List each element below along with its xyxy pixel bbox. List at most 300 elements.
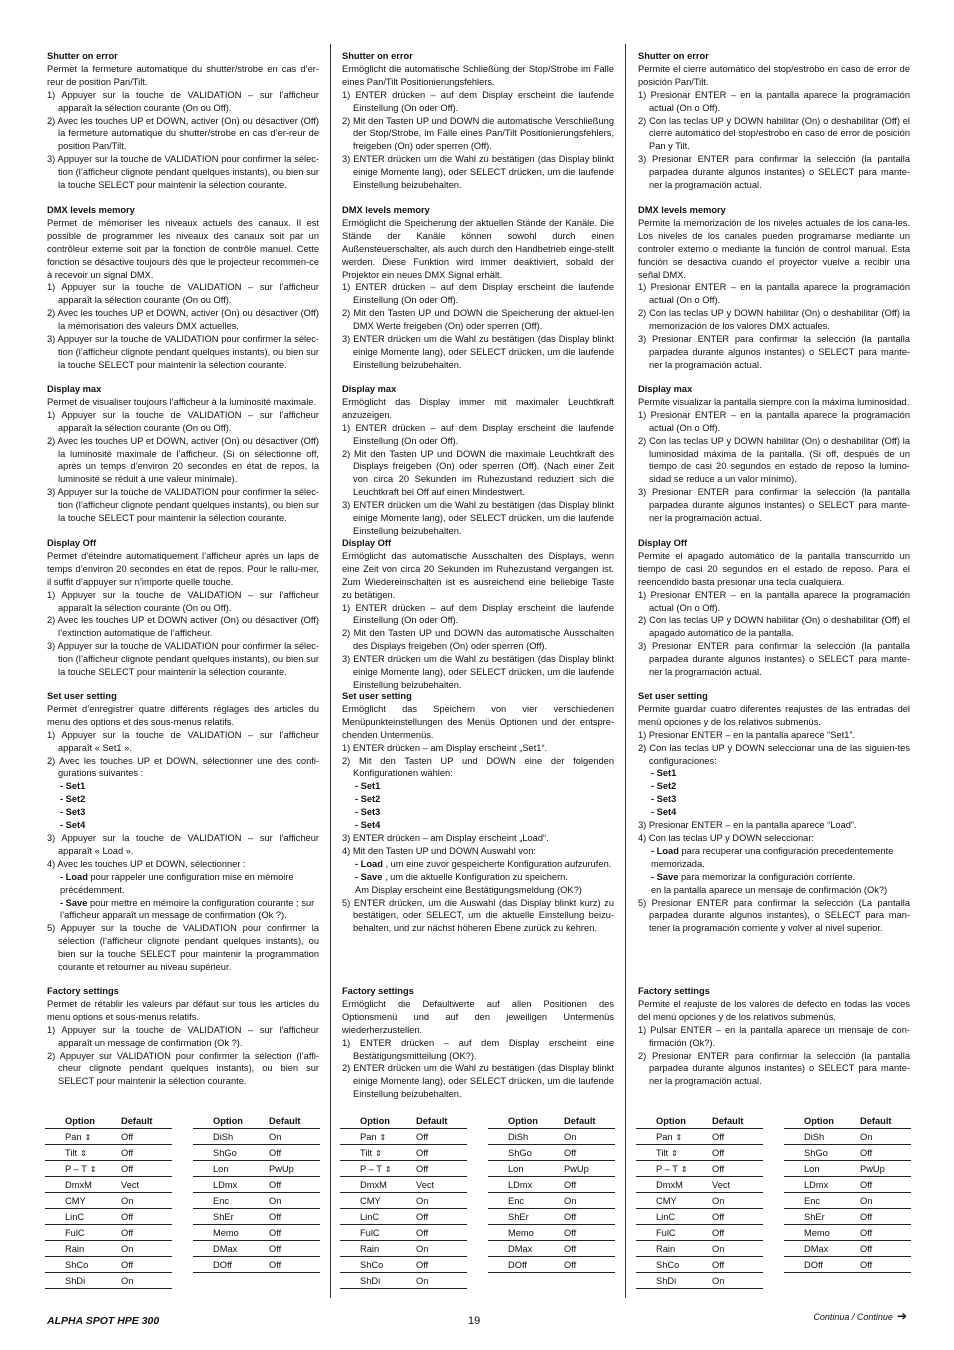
section-dmx <box>47 204 319 372</box>
step: 3) Presionar ENTER para confirmar la selección (la pantalla parpadea durante algunos instantes) o SELECT para mante-ner la programación actual. <box>638 334 910 370</box>
set-label: - Set2 <box>355 794 381 805</box>
header-option: Option <box>488 1114 545 1129</box>
section-title: DMX levels memory <box>638 205 726 215</box>
option-label: ShEr <box>213 1211 234 1222</box>
option-default: On <box>397 1273 467 1289</box>
option-label: LDmx <box>213 1179 238 1190</box>
option-label: Lon <box>508 1163 524 1174</box>
option-label: ShCo <box>656 1259 680 1270</box>
option-default: Off <box>693 1145 763 1161</box>
load-option <box>342 858 614 871</box>
section-title: Display Off <box>47 538 97 548</box>
option-default: Off <box>397 1145 467 1161</box>
option-default: Off <box>545 1225 615 1241</box>
section-factory <box>342 985 614 1101</box>
table-row <box>45 1145 172 1161</box>
arrow-right-icon: ➔ <box>896 1309 907 1323</box>
section-intro: Ermöglicht das automatische Ausschalten des Displays, wenn eine Zeit von circa 20 Sekunden im Ruhezustand vergangen ist. Zum Wiedereinschalten ist es ausreichend eine beliebige Taste zu betätigen. <box>342 550 614 600</box>
option-name <box>784 1177 841 1193</box>
step: 2) Avec les touches UP et DOWN activer (On) ou désactiver (Off) l’extinction automatique de l’afficheur. <box>47 615 319 639</box>
option-name <box>340 1273 397 1289</box>
table-header <box>193 1114 320 1129</box>
table-row <box>193 1129 320 1145</box>
option-default: Off <box>841 1241 911 1257</box>
option-label: Memo <box>804 1227 830 1238</box>
table-row <box>488 1257 615 1273</box>
section-intro: Ermöglicht die Defaultwerte auf allen Positionen des Optionsmenü und auf den jeweiligen Untermenüs wiederherzustellen. <box>342 998 614 1035</box>
step: 5) ENTER drücken, um die Auswahl (das Display blinkt kurz) zu bestätigen, oder SELECT, um die aktuelle Einstellung beizu-behalten, und zur nächst höheren Ebene zurück zu kehren. <box>342 897 614 934</box>
table-row <box>45 1241 172 1257</box>
footer-brand: ALPHA SPOT HPE 300 <box>47 1315 160 1327</box>
steps-list <box>47 89 319 192</box>
table-row <box>488 1145 615 1161</box>
steps-list <box>342 742 614 936</box>
option-name <box>636 1257 693 1273</box>
save-option <box>47 897 319 923</box>
option-default: On <box>102 1273 172 1289</box>
load-label: - Load <box>651 845 679 856</box>
option-default: Off <box>693 1129 763 1145</box>
step: 2) Mit den Tasten UP und DOWN die maximale Leuchtkraft des Displays freigeben (On) oder sperren (Off). (Nach einer Zeit von circa 20 Sekunden im Ruhezustand reduziert sich die Leuchtkraft bei Off auf einen Mindestwert. <box>342 448 614 498</box>
save-text: para memorizar la configuración corriente. <box>678 871 856 882</box>
up-down-arrow-icon: ⇕ <box>384 1164 392 1174</box>
option-label: DMax <box>508 1243 533 1254</box>
options-table <box>45 1114 172 1289</box>
table-row <box>636 1241 763 1257</box>
set-option <box>342 819 614 832</box>
set-option <box>638 767 910 780</box>
section-intro: Permet de visualiser toujours l’afficheur à la luminosité maximale. <box>47 396 317 407</box>
set-label: - Set1 <box>355 781 381 792</box>
option-label: ShGo <box>804 1147 828 1158</box>
section-dmx <box>342 204 614 372</box>
step: 2) Mit den Tasten UP und DOWN eine der folgenden Konfigurationen wählen: <box>342 755 614 779</box>
table-row <box>784 1257 911 1273</box>
step: 1) Presionar ENTER – en la pantalla aparece la programación actual (On o Off). <box>638 589 910 613</box>
option-label: DiSh <box>508 1131 529 1142</box>
steps-list <box>47 589 319 679</box>
steps-list <box>638 89 910 192</box>
section-factory <box>47 985 319 1088</box>
steps-list <box>638 589 910 679</box>
table-row <box>340 1129 467 1145</box>
option-name <box>488 1193 545 1209</box>
step: 3) Presionar ENTER para confirmar la selección (la pantalla parpadea durante algunos instantes) o SELECT para mante-ner la programación actual. <box>638 487 910 524</box>
table-row <box>636 1257 763 1273</box>
option-name <box>636 1129 693 1145</box>
step: 1) ENTER drücken – auf dem Display erscheint die laufende Einstellung (On oder Off). <box>342 282 614 306</box>
step: 1) ENTER drücken – auf dem Display erscheint die laufende Einstellung (On oder Off). <box>342 89 614 113</box>
header-option: Option <box>45 1114 102 1129</box>
option-label: CMY <box>65 1195 86 1206</box>
option-label: Rain <box>65 1243 85 1254</box>
option-label: ShEr <box>508 1211 529 1222</box>
table-header <box>636 1114 763 1129</box>
header-default: Default <box>545 1114 615 1129</box>
option-label: Rain <box>360 1243 380 1254</box>
option-default: Off <box>841 1209 911 1225</box>
option-name <box>193 1145 250 1161</box>
step: 2) Con las teclas UP y DOWN habilitar (On) o deshabilitar (Off) el cierre automático del stop/estrobo en caso de error de posición Pan y Tilt. <box>638 115 910 152</box>
option-label: DiSh <box>804 1131 825 1142</box>
step: 2) Mit den Tasten UP und DOWN die automatische Verschließung der Stop/Strobe, im Falle eines Pan/Tilt Positionierungsfehlers, freigeben (On) oder sperren (Off). <box>342 115 614 152</box>
option-label: DiSh <box>213 1131 234 1142</box>
table-row <box>340 1161 467 1177</box>
header-default: Default <box>693 1114 763 1129</box>
option-label: P – T <box>656 1163 678 1174</box>
set-label: - Set1 <box>651 768 677 779</box>
set-label: - Set2 <box>651 781 677 792</box>
option-name <box>340 1177 397 1193</box>
steps-list <box>342 281 614 371</box>
option-name <box>488 1145 545 1161</box>
option-name <box>340 1193 397 1209</box>
section-intro: Permite el cierre automático del stop/estrobo en caso de error de posición Pan/Tilt. <box>638 63 910 87</box>
set-option <box>47 793 319 806</box>
step: 2) Presionar ENTER para confirmar la selección (la pantalla parpadea durante algunos instantes) o SELECT para mante-ner la programación actual. <box>638 1050 910 1087</box>
option-name <box>488 1129 545 1145</box>
up-down-arrow-icon: ⇕ <box>379 1132 387 1142</box>
option-label: DMax <box>213 1243 238 1254</box>
option-name <box>488 1241 545 1257</box>
section-intro: Permet d’enregistrer quatre différents réglages des articles du menu des options et des sous-menus relatifs. <box>47 703 319 727</box>
steps-list <box>47 729 319 974</box>
option-name <box>488 1177 545 1193</box>
set-option <box>638 806 910 819</box>
option-default: Off <box>102 1161 172 1177</box>
table-row <box>636 1209 763 1225</box>
section-intro: Permite guardar cuatro diferentes reajustes de las entradas del menú opciones y de los relativos submenús. <box>638 703 910 727</box>
section-dmax <box>47 383 319 525</box>
option-name <box>45 1241 102 1257</box>
table-row <box>340 1273 467 1289</box>
option-name <box>784 1161 841 1177</box>
set-option <box>638 780 910 793</box>
table-row <box>784 1161 911 1177</box>
option-name <box>340 1129 397 1145</box>
section-intro: Permet la fermeture automatique du shutter/strobe en cas d’er-reur de position Pan/Tilt. <box>47 63 319 87</box>
option-label: DmxM <box>656 1179 683 1190</box>
set-option <box>47 806 319 819</box>
option-default: Off <box>693 1161 763 1177</box>
table-row <box>784 1209 911 1225</box>
option-label: ShDi <box>360 1275 381 1286</box>
steps-list <box>342 602 614 692</box>
option-label: LinC <box>65 1211 85 1222</box>
section-title: Display max <box>638 384 693 394</box>
steps-list <box>342 89 614 192</box>
table-row <box>45 1209 172 1225</box>
option-label: Lon <box>804 1163 820 1174</box>
step: 2) Con las teclas UP y DOWN habilitar (On) o deshabilitar (Off) la memorización de los valores DMX actuales. <box>638 308 910 332</box>
save-option <box>638 871 910 884</box>
option-default: Off <box>250 1209 320 1225</box>
load-label: - Load <box>60 871 88 882</box>
option-default: Off <box>545 1145 615 1161</box>
option-default: Vect <box>693 1177 763 1193</box>
option-name <box>45 1225 102 1241</box>
section-title: Shutter on error <box>638 51 709 61</box>
set-option <box>342 806 614 819</box>
step: 2) Avec les touches UP et DOWN, activer (On) ou désactiver (Off) la fermeture automatique du shutter/strobe en cas d’er-reur de position Pan/Tilt. <box>47 115 319 152</box>
step: 2) Appuyer sur VALIDATION pour confirmer la sélection (l’affi-cheur clignote pendant quelques instants), ou bien sur SELECT pour maintenir la sélection courante. <box>47 1050 319 1087</box>
step: 1) ENTER drücken – auf dem Display erscheint die laufende Einstellung (On oder Off). <box>342 422 614 446</box>
steps-list <box>638 281 910 371</box>
up-down-arrow-icon: ⇕ <box>84 1132 92 1142</box>
table-row <box>340 1193 467 1209</box>
section-intro: Permite el apagado automático de la pantalla transcurrido un tiempo de casi 20 segundos en el estado de reposo. Para el reencendido basta presionar una tecla cualquiera. <box>638 550 910 587</box>
step: 3) Appuyer sur la touche de VALIDATION pour confirmer la sélec-tion (l’afficheur clignote pendant quelques instants), ou bien sur la touche SELECT pour maintenir la sélection courante. <box>47 154 319 191</box>
section-title: Display Off <box>342 538 392 548</box>
section-title: Display Off <box>638 538 688 548</box>
step: 1) ENTER drücken – auf dem Display erscheint die laufende Einstellung (On oder Off). <box>342 602 614 626</box>
step: 2) Con las teclas UP y DOWN habilitar (On) o deshabilitar (Off) la luminosidad máxima de la pantalla. (Si off, después de un tiempo de casi 20 segundos en estado de reposo la lumino-sidad se reduce a un valor mínimo). <box>638 435 910 485</box>
step: 3) Appuyer sur la touche de VALIDATION pour confirmer la sélec-tion (l’afficheur clignote pendant quelques instants), ou bien sur la touche SELECT pour maintenir la sélection courante. <box>47 641 319 678</box>
option-default: Off <box>841 1145 911 1161</box>
option-name <box>636 1273 693 1289</box>
option-name <box>193 1241 250 1257</box>
option-label: DMax <box>804 1243 829 1254</box>
option-name <box>636 1145 693 1161</box>
step: 5) Appuyer sur la touche de VALIDATION pour confirmer la sélection (l’afficheur clignote pendant quelques instants), ou bien sur la touche SELECT pour maintenir la programmation courante et retourner au niveau supérieur. <box>47 923 319 973</box>
set-option <box>342 780 614 793</box>
step: 3) Presionar ENTER para confirmar la selección (la pantalla parpadea durante algunos instantes) o SELECT para mante-ner la programación actual. <box>638 154 910 191</box>
section-user <box>638 690 910 935</box>
header-option: Option <box>340 1114 397 1129</box>
option-label: Pan <box>65 1131 82 1142</box>
steps-list <box>47 281 319 371</box>
option-default: Off <box>545 1209 615 1225</box>
step: 2) Mit den Tasten UP und DOWN das automatische Ausschalten des Displays freigeben (On) oder sperren (Off). <box>342 628 614 652</box>
option-default: On <box>545 1129 615 1145</box>
option-name <box>340 1225 397 1241</box>
option-default: On <box>102 1241 172 1257</box>
option-label: DmxM <box>65 1179 92 1190</box>
step: 1) Presionar ENTER – en la pantalla aparece “Set1”. <box>638 729 856 740</box>
set-option <box>47 780 319 793</box>
step: 3) ENTER drücken um die Wahl zu bestätigen (das Display blinkt einige Momente lang), oder SELECT drücken, um die laufende Einstellung beizubehalten. <box>342 500 614 536</box>
header-option: Option <box>193 1114 250 1129</box>
table-row <box>488 1177 615 1193</box>
option-default: Off <box>545 1241 615 1257</box>
option-default: On <box>250 1193 320 1209</box>
table-row <box>45 1257 172 1273</box>
set-label: - Set4 <box>355 820 381 831</box>
step: 1) Appuyer sur la touche de VALIDATION – sur l’afficheur apparaît la sélection courante (On ou Off). <box>47 89 319 113</box>
option-name <box>193 1161 250 1177</box>
table-row <box>193 1177 320 1193</box>
option-label: ShDi <box>656 1275 677 1286</box>
load-text: para recuperar una configuración precedentemente memorizada. <box>651 845 894 869</box>
up-down-arrow-icon: ⇕ <box>89 1164 97 1174</box>
header-default: Default <box>397 1114 467 1129</box>
option-default: Off <box>545 1257 615 1273</box>
table-row <box>45 1177 172 1193</box>
option-label: FulC <box>360 1227 380 1238</box>
table-row <box>193 1209 320 1225</box>
up-down-arrow-icon: ⇕ <box>80 1148 87 1158</box>
table-row <box>784 1241 911 1257</box>
step: 3) Appuyer sur la touche de VALIDATION – sur l’afficheur apparaît « Load ». <box>47 832 319 856</box>
option-default: Off <box>841 1177 911 1193</box>
load-label: - Load <box>355 858 383 869</box>
option-default: PwUp <box>545 1161 615 1177</box>
option-name <box>45 1273 102 1289</box>
option-default: On <box>693 1273 763 1289</box>
table-row <box>636 1129 763 1145</box>
option-name <box>45 1145 102 1161</box>
option-label: Memo <box>508 1227 534 1238</box>
step: 4) Con las teclas UP y DOWN seleccionar: <box>638 832 815 843</box>
option-name <box>45 1209 102 1225</box>
option-name <box>636 1193 693 1209</box>
step: 1) Appuyer sur la touche de VALIDATION – sur l’afficheur apparaît la sélection courante (On ou Off). <box>47 589 319 613</box>
option-label: ShGo <box>213 1147 237 1158</box>
confirm-note: Am Display erscheint eine Bestätigungsmeldung (OK?) <box>355 884 582 895</box>
option-default: On <box>397 1241 467 1257</box>
step: 1) Appuyer sur la touche de VALIDATION – sur l’afficheur apparaît « Set1 ». <box>47 729 319 753</box>
option-name <box>340 1145 397 1161</box>
option-default: On <box>693 1241 763 1257</box>
option-name <box>340 1241 397 1257</box>
option-label: P – T <box>65 1163 87 1174</box>
step: 3) ENTER drücken um die Wahl zu bestätigen (das Display blinkt einige Momente lang), oder SELECT drücken, um die laufende Einstellung beizubehalten. <box>342 154 614 191</box>
option-default: Off <box>841 1225 911 1241</box>
option-label: CMY <box>360 1195 381 1206</box>
option-name <box>340 1257 397 1273</box>
save-text: pour mettre en mémoire la configuration courante ; sur l’afficheur apparaît un message de confirmation (Ok ?). <box>60 897 315 921</box>
section-title: Display max <box>342 384 397 394</box>
save-label: - Save <box>651 871 679 882</box>
section-intro: Permet de rétablir les valeurs par défaut sur tous les articles du menu options et sous-menus relatifs. <box>47 998 319 1022</box>
option-label: Memo <box>213 1227 239 1238</box>
step: 1) Presionar ENTER – en la pantalla aparece la programación actual (On o Off). <box>638 89 910 113</box>
option-name <box>636 1177 693 1193</box>
table-row <box>340 1241 467 1257</box>
step: 1) ENTER drücken – am Display erscheint „Set1“. <box>342 742 548 753</box>
table-row <box>340 1225 467 1241</box>
steps-list <box>342 422 614 538</box>
option-name <box>340 1161 397 1177</box>
header-default: Default <box>102 1114 172 1129</box>
section-intro: Permet de mémoriser les niveaux actuels des canaux. Il est possible de programmer les niveaux des canaux soit par un contrôleur externe soit par la fonction de contrôle manuel. Cette fonction se désactive toujours dès que le projecteur recommen-ce à recevoir un signal DMX. <box>47 217 319 280</box>
up-down-arrow-icon: ⇕ <box>671 1148 678 1158</box>
table-row <box>636 1177 763 1193</box>
option-name <box>636 1225 693 1241</box>
table-header <box>488 1114 615 1129</box>
set-label: - Set4 <box>60 820 86 831</box>
option-default: Off <box>397 1209 467 1225</box>
table-row <box>193 1241 320 1257</box>
table-row <box>488 1225 615 1241</box>
table-row <box>488 1241 615 1257</box>
option-label: Pan <box>360 1131 377 1142</box>
step: 4) Mit den Tasten UP und DOWN Auswahl von: <box>342 845 536 856</box>
option-name <box>488 1209 545 1225</box>
option-default: On <box>841 1193 911 1209</box>
header-default: Default <box>250 1114 320 1129</box>
header-default: Default <box>841 1114 911 1129</box>
option-label: ShCo <box>65 1259 89 1270</box>
step: 2) Avec les touches UP et DOWN, activer (On) ou désactiver (Off) la luminosité maximale de l’afficheur. (Si on sélectionne off, après un temps d’environ 20 secondes en état de repos, la luminosité se réduit à une valeur minimale). <box>47 435 319 485</box>
step: 3) Presionar ENTER – en la pantalla aparece “Load”. <box>638 820 857 831</box>
section-doff <box>638 537 910 679</box>
save-option <box>342 871 614 884</box>
table-row <box>45 1273 172 1289</box>
option-default: Off <box>102 1257 172 1273</box>
table-row <box>340 1177 467 1193</box>
table-row <box>340 1209 467 1225</box>
section-title: Display max <box>47 384 102 394</box>
option-label: DOff <box>213 1259 232 1270</box>
option-name <box>784 1257 841 1273</box>
option-label: ShCo <box>360 1259 384 1270</box>
options-table <box>340 1114 467 1289</box>
option-default: Off <box>250 1177 320 1193</box>
option-default: PwUp <box>250 1161 320 1177</box>
option-default: Off <box>250 1257 320 1273</box>
step: 3) Presionar ENTER para confirmar la selección (la pantalla parpadea durante algunos instantes) o SELECT para mante-ner la programación actual. <box>638 641 910 678</box>
section-title: Set user setting <box>342 691 412 701</box>
up-down-arrow-icon: ⇕ <box>680 1164 688 1174</box>
option-label: ShGo <box>508 1147 532 1158</box>
option-label: CMY <box>656 1195 677 1206</box>
option-label: Pan <box>656 1131 673 1142</box>
option-default: Off <box>250 1225 320 1241</box>
option-name <box>488 1225 545 1241</box>
option-label: LinC <box>656 1211 676 1222</box>
section-title: Shutter on error <box>47 51 118 61</box>
steps-list <box>47 409 319 525</box>
option-name <box>193 1257 250 1273</box>
section-title: Set user setting <box>638 691 708 701</box>
save-label: - Save <box>355 871 383 882</box>
table-row <box>193 1161 320 1177</box>
option-default: Vect <box>102 1177 172 1193</box>
option-default: Off <box>841 1257 911 1273</box>
table-row <box>636 1145 763 1161</box>
options-table <box>784 1114 911 1273</box>
step: 2) Avec les touches UP et DOWN, activer (On) ou désactiver (Off) la mémorisation des valeurs DMX actuelles. <box>47 308 319 332</box>
option-default: Off <box>397 1257 467 1273</box>
section-title: Factory settings <box>47 986 119 996</box>
table-row <box>636 1161 763 1177</box>
confirm-note: en la pantalla aparece un mensaje de confirmación (Ok?) <box>651 884 888 895</box>
load-option <box>638 845 910 871</box>
table-header <box>340 1114 467 1129</box>
section-user <box>342 690 614 935</box>
option-name <box>193 1225 250 1241</box>
option-label: Lon <box>213 1163 229 1174</box>
up-down-arrow-icon: ⇕ <box>675 1132 683 1142</box>
table-row <box>45 1225 172 1241</box>
header-option: Option <box>784 1114 841 1129</box>
option-default: Off <box>397 1225 467 1241</box>
section-dmax <box>638 383 910 525</box>
section-intro: Ermöglicht das Display immer mit maximaler Leuchtkraft anzuzeigen. <box>342 396 614 420</box>
page-number: 19 <box>468 1315 481 1327</box>
option-label: LDmx <box>804 1179 829 1190</box>
step: 1) Presionar ENTER – en la pantalla aparece la programación actual (On o Off). <box>638 409 910 433</box>
continue-note <box>813 1309 907 1323</box>
step: 2) Con las teclas UP y DOWN seleccionar una de las siguien-tes configuraciones: <box>638 742 910 766</box>
section-title: Shutter on error <box>342 51 413 61</box>
steps-list <box>47 1024 319 1089</box>
option-name <box>45 1129 102 1145</box>
table-row <box>193 1257 320 1273</box>
table-row <box>488 1129 615 1145</box>
option-name <box>784 1193 841 1209</box>
